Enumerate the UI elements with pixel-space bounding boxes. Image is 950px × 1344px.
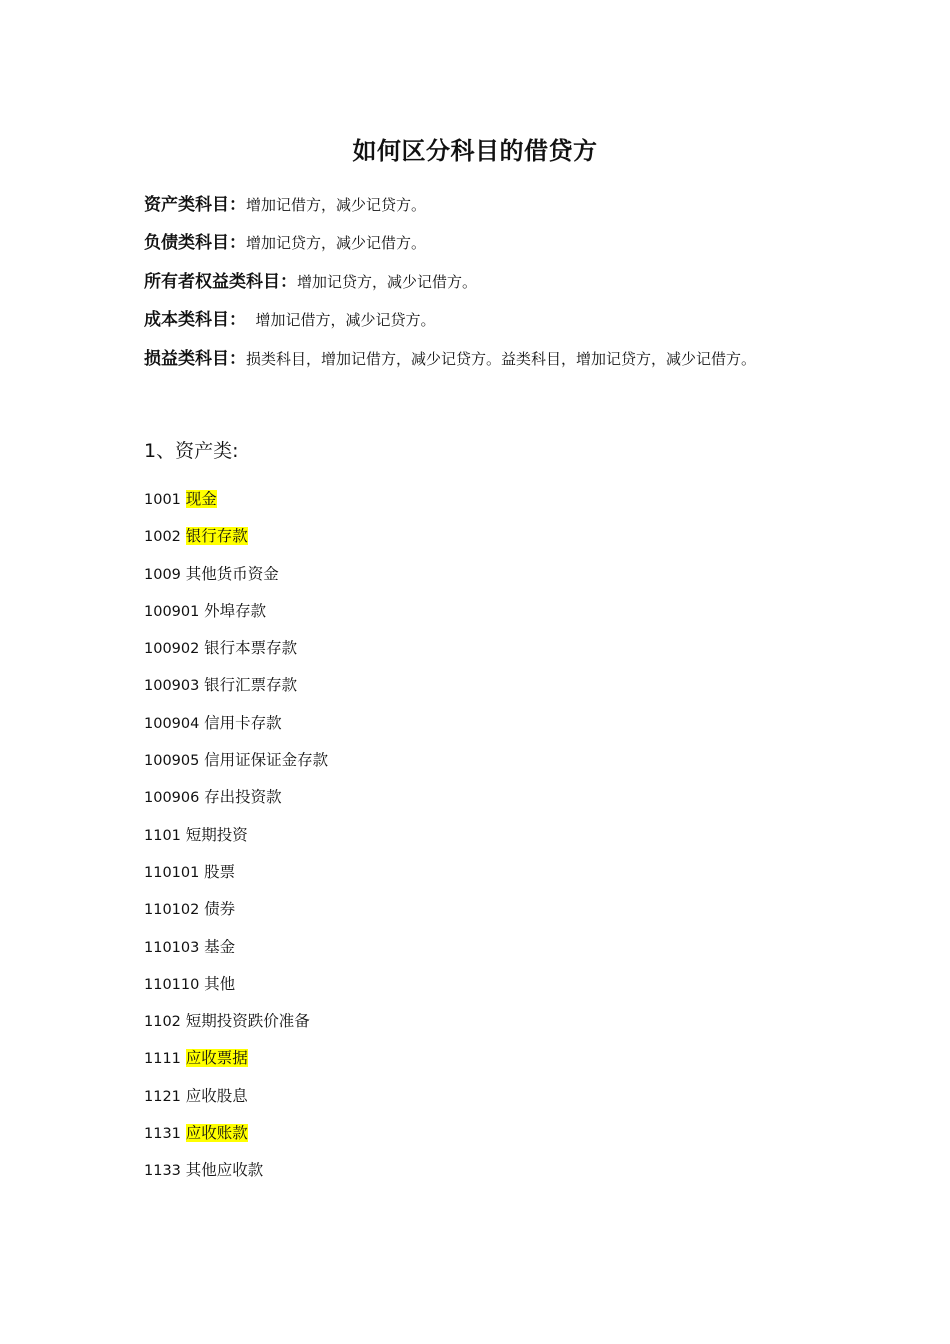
rule-liability <box>144 224 814 262</box>
rule-text: 增加记借方，减少记贷方。 <box>246 196 427 214</box>
account-item <box>144 742 328 779</box>
rule-asset <box>144 186 814 224</box>
account-item <box>144 779 328 816</box>
account-name-highlighted: 应收票据 <box>185 1049 248 1068</box>
account-code: 110110 <box>144 976 200 993</box>
account-code: 100903 <box>144 678 200 695</box>
account-item <box>144 854 328 891</box>
account-code: 110101 <box>144 864 200 881</box>
account-code: 100905 <box>144 753 200 770</box>
account-code: 110103 <box>144 939 200 956</box>
account-code: 1001 <box>144 492 181 508</box>
account-name: 存出投资款 <box>204 788 282 807</box>
rule-label: 所有者权益类科目： <box>144 271 297 292</box>
account-name: 银行汇票存款 <box>204 676 298 695</box>
account-name: 其他货币资金 <box>185 564 279 583</box>
account-name: 短期投资跌价准备 <box>185 1012 310 1031</box>
document-title: 如何区分科目的借贷方 <box>352 137 598 165</box>
account-name-highlighted: 应收账款 <box>185 1124 248 1143</box>
rule-profit-loss <box>144 340 814 378</box>
account-name: 应收股息 <box>185 1086 248 1105</box>
account-name: 其他应收款 <box>185 1161 264 1180</box>
account-item <box>144 481 328 518</box>
account-item <box>144 1152 328 1189</box>
rule-text: 损类科目，增加记借方，减少记贷方。益类科目，增加记贷方，减少记借方。 <box>246 349 757 368</box>
account-name: 其他 <box>204 974 236 993</box>
account-name-highlighted: 银行存款 <box>185 527 248 546</box>
account-item <box>144 1040 328 1077</box>
account-name: 外埠存款 <box>204 601 267 620</box>
account-name: 信用证保证金存款 <box>204 751 329 770</box>
account-code: 100906 <box>144 790 200 807</box>
account-name: 银行本票存款 <box>204 639 298 658</box>
rule-text: 增加记借方，减少记贷方。 <box>246 311 436 330</box>
rule-label: 负债类科目： <box>144 233 246 254</box>
account-item <box>144 966 328 1003</box>
account-code: 1121 <box>144 1088 181 1105</box>
account-name: 股票 <box>204 862 236 881</box>
account-code: 110102 <box>144 902 200 919</box>
account-code: 1101 <box>144 827 181 844</box>
rule-label: 损益类科目： <box>144 348 246 369</box>
account-item <box>144 891 328 928</box>
account-code: 1102 <box>144 1014 181 1031</box>
account-code: 1111 <box>144 1051 181 1068</box>
account-item <box>144 1078 328 1115</box>
account-code: 100902 <box>144 641 200 658</box>
account-code: 1133 <box>144 1163 181 1180</box>
rule-text: 增加记贷方，减少记借方。 <box>297 272 478 291</box>
account-code: 1009 <box>144 566 181 583</box>
account-code: 1131 <box>144 1126 181 1143</box>
section-heading-assets: 1、资产类: <box>144 440 239 462</box>
account-item <box>144 1115 328 1152</box>
account-item <box>144 1003 328 1040</box>
account-code: 100901 <box>144 603 200 620</box>
account-item <box>144 817 328 854</box>
account-item <box>144 929 328 966</box>
debit-credit-rules <box>144 186 814 378</box>
rule-text: 增加记贷方，减少记借方。 <box>246 234 427 253</box>
account-code: 1002 <box>144 529 181 546</box>
account-name: 短期投资 <box>185 825 248 844</box>
account-item <box>144 630 328 667</box>
rule-label: 资产类科目： <box>144 195 246 215</box>
account-name: 基金 <box>204 937 236 956</box>
account-item <box>144 556 328 593</box>
rule-cost <box>144 301 814 339</box>
account-item <box>144 518 328 555</box>
account-item <box>144 705 328 742</box>
account-list <box>144 481 328 1190</box>
rule-equity <box>144 263 814 301</box>
account-item <box>144 667 328 704</box>
account-name: 债券 <box>204 900 236 919</box>
account-item <box>144 593 328 630</box>
account-name: 信用卡存款 <box>204 713 282 732</box>
account-code: 100904 <box>144 715 200 732</box>
rule-label: 成本类科目： <box>144 310 246 331</box>
account-name-highlighted: 现金 <box>185 490 217 508</box>
